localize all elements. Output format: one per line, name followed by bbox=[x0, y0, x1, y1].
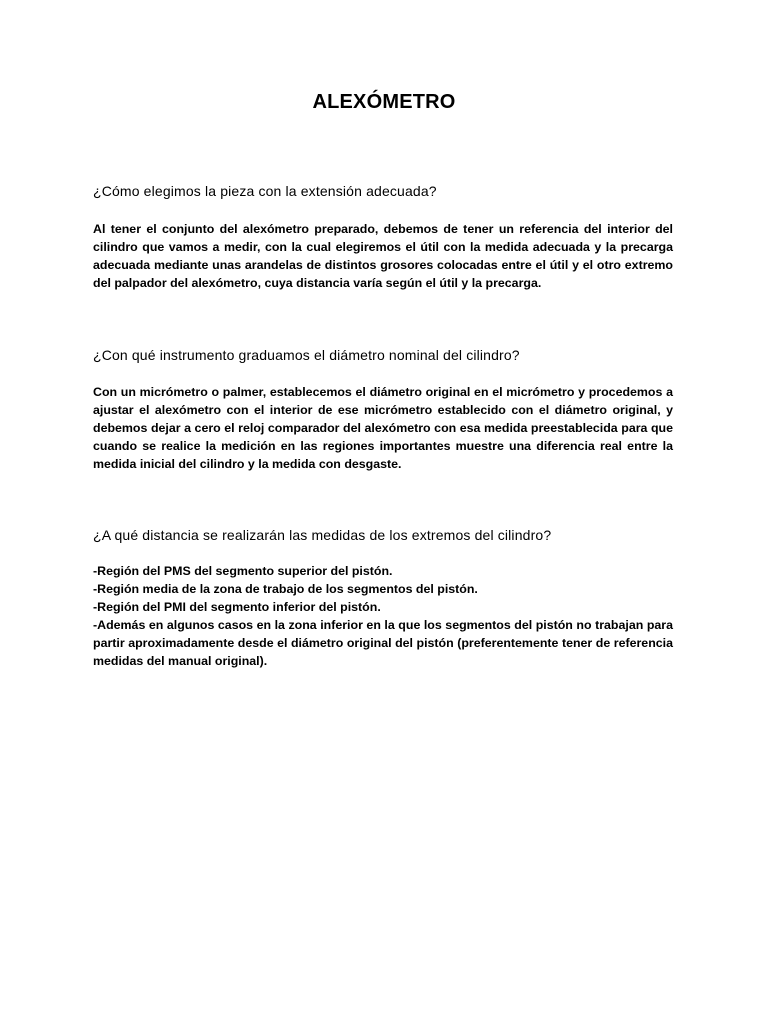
section-3-list bbox=[93, 562, 673, 670]
list-item: -Además en algunos casos en la zona inferior en la que los segmentos del pistón no trabajan para partir aproximadamente desde el diámetro original del pistón (preferentemente tener de referencia medidas del manual original). bbox=[93, 618, 673, 668]
section-2-answer: Con un micrómetro o palmer, establecemos el diámetro original en el micrómetro y procedemos a ajustar el alexómetro con el interior de ese micrómetro establecido con el diámetro original, y debemos dejar a cero el reloj comparador del alexómetro con esa medida preestablecida para que cuando se realice la medición en las regiones importantes muestre una diferencia real entre la medida inicial del cilindro y la medida con desgaste. bbox=[93, 385, 673, 471]
section-2-question: ¿Con qué instrumento graduamos el diámetro nominal del cilindro? bbox=[93, 347, 520, 363]
section-1-answer: Al tener el conjunto del alexómetro preparado, debemos de tener un referencia del interior del cilindro que vamos a medir, con la cual elegiremos el útil con la medida adecuada y la precarga adecuada mediante unas arandelas de distintos grosores colocadas entre el útil y el otro extremo del palpador del alexómetro, cuya distancia varía según el útil y la precarga. bbox=[93, 222, 673, 290]
list-item: -Región media de la zona de trabajo de los segmentos del pistón. bbox=[93, 582, 478, 596]
section-3-question: ¿A qué distancia se realizarán las medidas de los extremos del cilindro? bbox=[93, 527, 552, 543]
document-title: ALEXÓMETRO bbox=[312, 91, 456, 113]
section-1-question: ¿Cómo elegimos la pieza con la extensión adecuada? bbox=[93, 183, 437, 199]
list-item: -Región del PMI del segmento inferior del pistón. bbox=[93, 600, 381, 614]
list-item: -Región del PMS del segmento superior del pistón. bbox=[93, 564, 393, 578]
